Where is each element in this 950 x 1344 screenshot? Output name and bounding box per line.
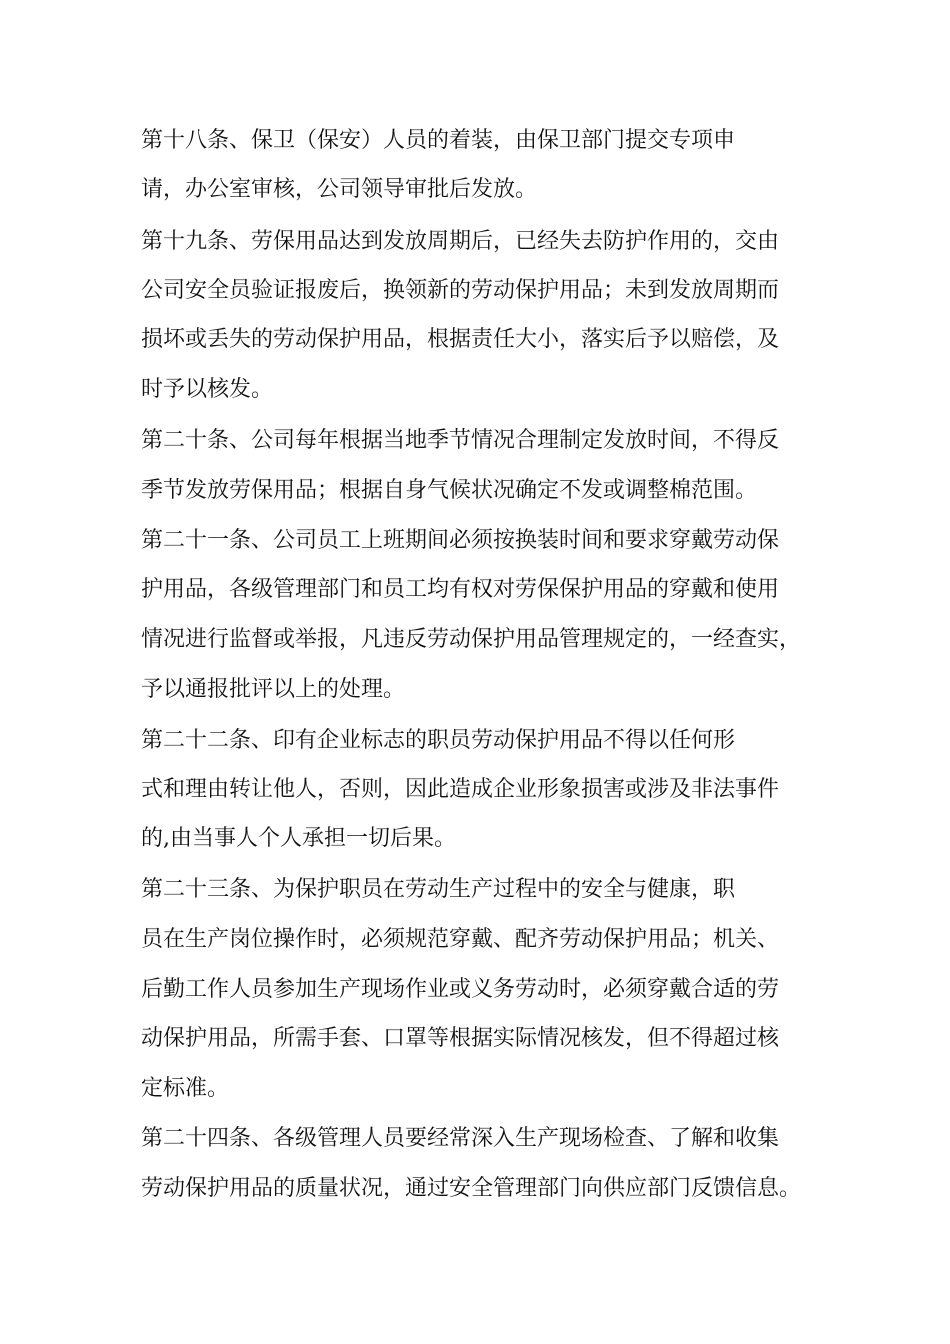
text-line: 第二十三条、为保护职员在劳动生产过程中的安全与健康，职 — [141, 877, 736, 902]
text-line: 后勤工作人员参加生产现场作业或义务劳动时，必须穿戴合适的劳 — [141, 977, 780, 1002]
text-line: 劳动保护用品的质量状况，通过安全管理部门向供应部门反馈信息。 — [141, 1176, 802, 1201]
text-line: 季节发放劳保用品；根据自身气候状况确定不发或调整棉范围。 — [141, 478, 758, 503]
text-line: 式和理由转让他人，否则，因此造成企业形象损害或涉及非法事件 — [141, 777, 780, 802]
text-line: 动保护用品，所需手套、口罩等根据实际情况核发，但不得超过核 — [141, 1026, 780, 1051]
text-line: 第二十条、公司每年根据当地季节情况合理制定发放时间，不得反 — [141, 428, 780, 453]
text-line: 公司安全员验证报废后，换领新的劳动保护用品；未到发放周期而 — [141, 278, 780, 303]
text-line: 予以通报批评以上的处理。 — [141, 677, 406, 702]
text-line: 情况进行监督或举报，凡违反劳动保护用品管理规定的，一经查实， — [141, 627, 802, 652]
text-line: 第二十一条、公司员工上班期间必须按换装时间和要求穿戴劳动保 — [141, 528, 780, 553]
text-line: 第十八条、保卫（保安）人员的着装，由保卫部门提交专项申 — [141, 128, 736, 153]
text-line: 请，办公室审核，公司领导审批后发放。 — [141, 177, 538, 202]
text-line: 员在生产岗位操作时，必须规范穿戴、配齐劳动保护用品；机关、 — [141, 927, 780, 952]
text-line: 护用品，各级管理部门和员工均有权对劳保保护用品的穿戴和使用 — [141, 577, 780, 602]
text-line: 的,由当事人个人承担一切后果。 — [141, 826, 456, 851]
text-line: 损坏或丢失的劳动保护用品，根据责任大小，落实后予以赔偿，及 — [141, 327, 780, 352]
text-line: 定标准。 — [141, 1076, 230, 1101]
text-line: 第二十四条、各级管理人员要经常深入生产现场检查、了解和收集 — [141, 1126, 780, 1151]
text-line: 第十九条、劳保用品达到发放周期后，已经失去防护作用的，交由 — [141, 229, 780, 254]
text-line: 第二十二条、印有企业标志的职员劳动保护用品不得以任何形 — [141, 728, 736, 753]
text-line: 时予以核发。 — [141, 377, 274, 402]
